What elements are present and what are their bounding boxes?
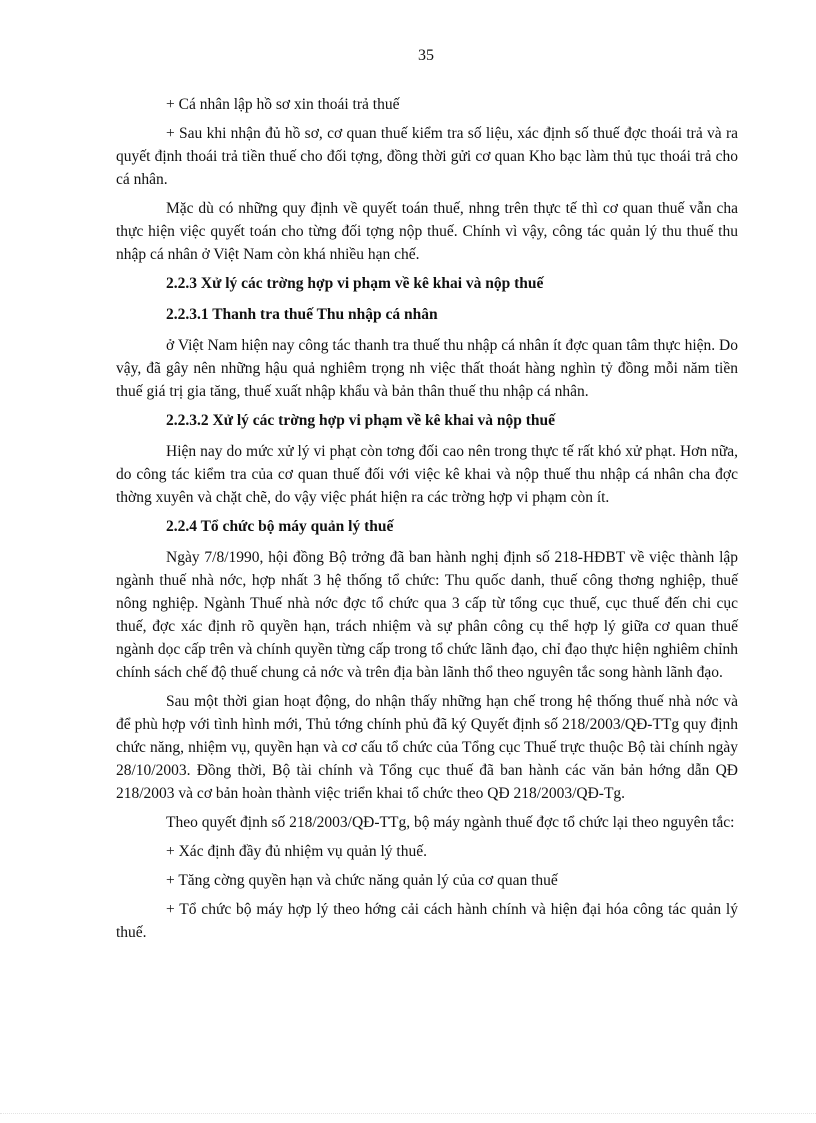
body-paragraph: Mặc dù có những quy định về quyết toán thuế, nhng trên thực tế thì cơ quan thuế vẫn cha thực hiện việc quyết toán cho từng đối tợng nộp thuế. Chính vì vậy, công tác quản lý thu thuế thu nhập cá nhân ở Việt Nam còn khá nhiều hạn chế. — [116, 200, 738, 263]
page-number: 35 — [418, 47, 434, 64]
body-paragraph: Theo quyết định số 218/2003/QĐ-TTg, bộ máy ngành thuế đợc tổ chức lại theo nguyên tắc: — [166, 814, 735, 831]
body-paragraph: ở Việt Nam hiện nay công tác thanh tra thuế thu nhập cá nhân ít đợc quan tâm thực hiện. Do vậy, đã gây nên những hậu quả nghiêm trọng nh việc thất thoát hàng nghìn tỷ đồng mỗi năm tiền thuế giá trị gia tăng, thuế xuất nhập khẩu và bản thân thuế thu nhập cá nhân. — [116, 337, 738, 400]
bullet-paragraph: + Xác định đầy đủ nhiệm vụ quản lý thuế. — [166, 843, 427, 860]
document-body — [116, 93, 738, 950]
body-paragraph: Ngày 7/8/1990, hội đồng Bộ trởng đã ban hành nghị định số 218-HĐBT về việc thành lập ngành thuế nhà nớc, hợp nhất 3 hệ thống tổ chức: Thu quốc danh, thuế công thơng nghiệp, thuế nông nghiệp. Ngành Thuế nhà nớc đợc tổ chức qua 3 cấp từ tổng cục thuế, cục thuế đến chi cục thuế, đợc xác định rõ quyền hạn, trách nhiệm và sự phân công cụ thể hợp lý giữa cơ quan thuế ngành dọc cấp trên và chính quyền từng cấp trong tổ chức lãnh đạo, chỉ đạo thực hiện nghiêm chỉnh chính sách chế độ thuế chung cả nớc và trên địa bàn lãnh thổ theo nguyên tắc song hành lãnh đạo. — [116, 549, 738, 681]
page-bottom-divider — [0, 1113, 816, 1114]
body-paragraph: Hiện nay do mức xử lý vi phạt còn tơng đối cao nên trong thực tế rất khó xử phạt. Hơn nữa, do công tác kiểm tra của cơ quan thuế đối với việc kê khai và nộp thuế thu nhập cá nhân cha đợc thờng xuyên và chặt chẽ, do vậy việc phát hiện ra các trờng hợp vi phạm còn ít. — [116, 443, 738, 506]
body-paragraph: Sau một thời gian hoạt động, do nhận thấy những hạn chế trong hệ thống thuế nhà nớc và để phù hợp với tình hình mới, Thủ tớng chính phủ đã ký Quyết định số 218/2003/QĐ-TTg quy định chức năng, nhiệm vụ, quyền hạn và cơ cấu tổ chức của Tổng cục Thuế trực thuộc Bộ tài chính ngày 28/10/2003. Đồng thời, Bộ tài chính và Tổng cục thuế đã ban hành các văn bản hớng dẫn QĐ 218/2003 và cơ bản hoàn thành việc triển khai tổ chức theo QĐ 218/2003/QĐ-Tg. — [116, 693, 738, 802]
section-heading: 2.2.4 Tổ chức bộ máy quản lý thuế — [166, 518, 394, 535]
bullet-paragraph: + Tổ chức bộ máy hợp lý theo hớng cải cách hành chính và hiện đại hóa công tác quản lý thuế. — [116, 901, 738, 941]
bullet-paragraph: + Sau khi nhận đủ hồ sơ, cơ quan thuế kiểm tra số liệu, xác định số thuế đợc thoái trả và ra quyết định thoái trả tiền thuế cho đối tợng, đồng thời gửi cơ quan Kho bạc làm thủ tục thoái trả cho cá nhân. — [116, 125, 738, 188]
bullet-paragraph: + Cá nhân lập hồ sơ xin thoái trả thuế — [166, 96, 400, 113]
subsection-heading: 2.2.3.1 Thanh tra thuế Thu nhập cá nhân — [166, 306, 438, 323]
section-heading: 2.2.3 Xử lý các trờng hợp vi phạm về kê khai và nộp thuế — [166, 275, 544, 292]
bullet-paragraph: + Tăng cờng quyền hạn và chức năng quản lý của cơ quan thuế — [166, 872, 558, 889]
subsection-heading: 2.2.3.2 Xử lý các trờng hợp vi phạm về kê khai và nộp thuế — [166, 412, 556, 429]
